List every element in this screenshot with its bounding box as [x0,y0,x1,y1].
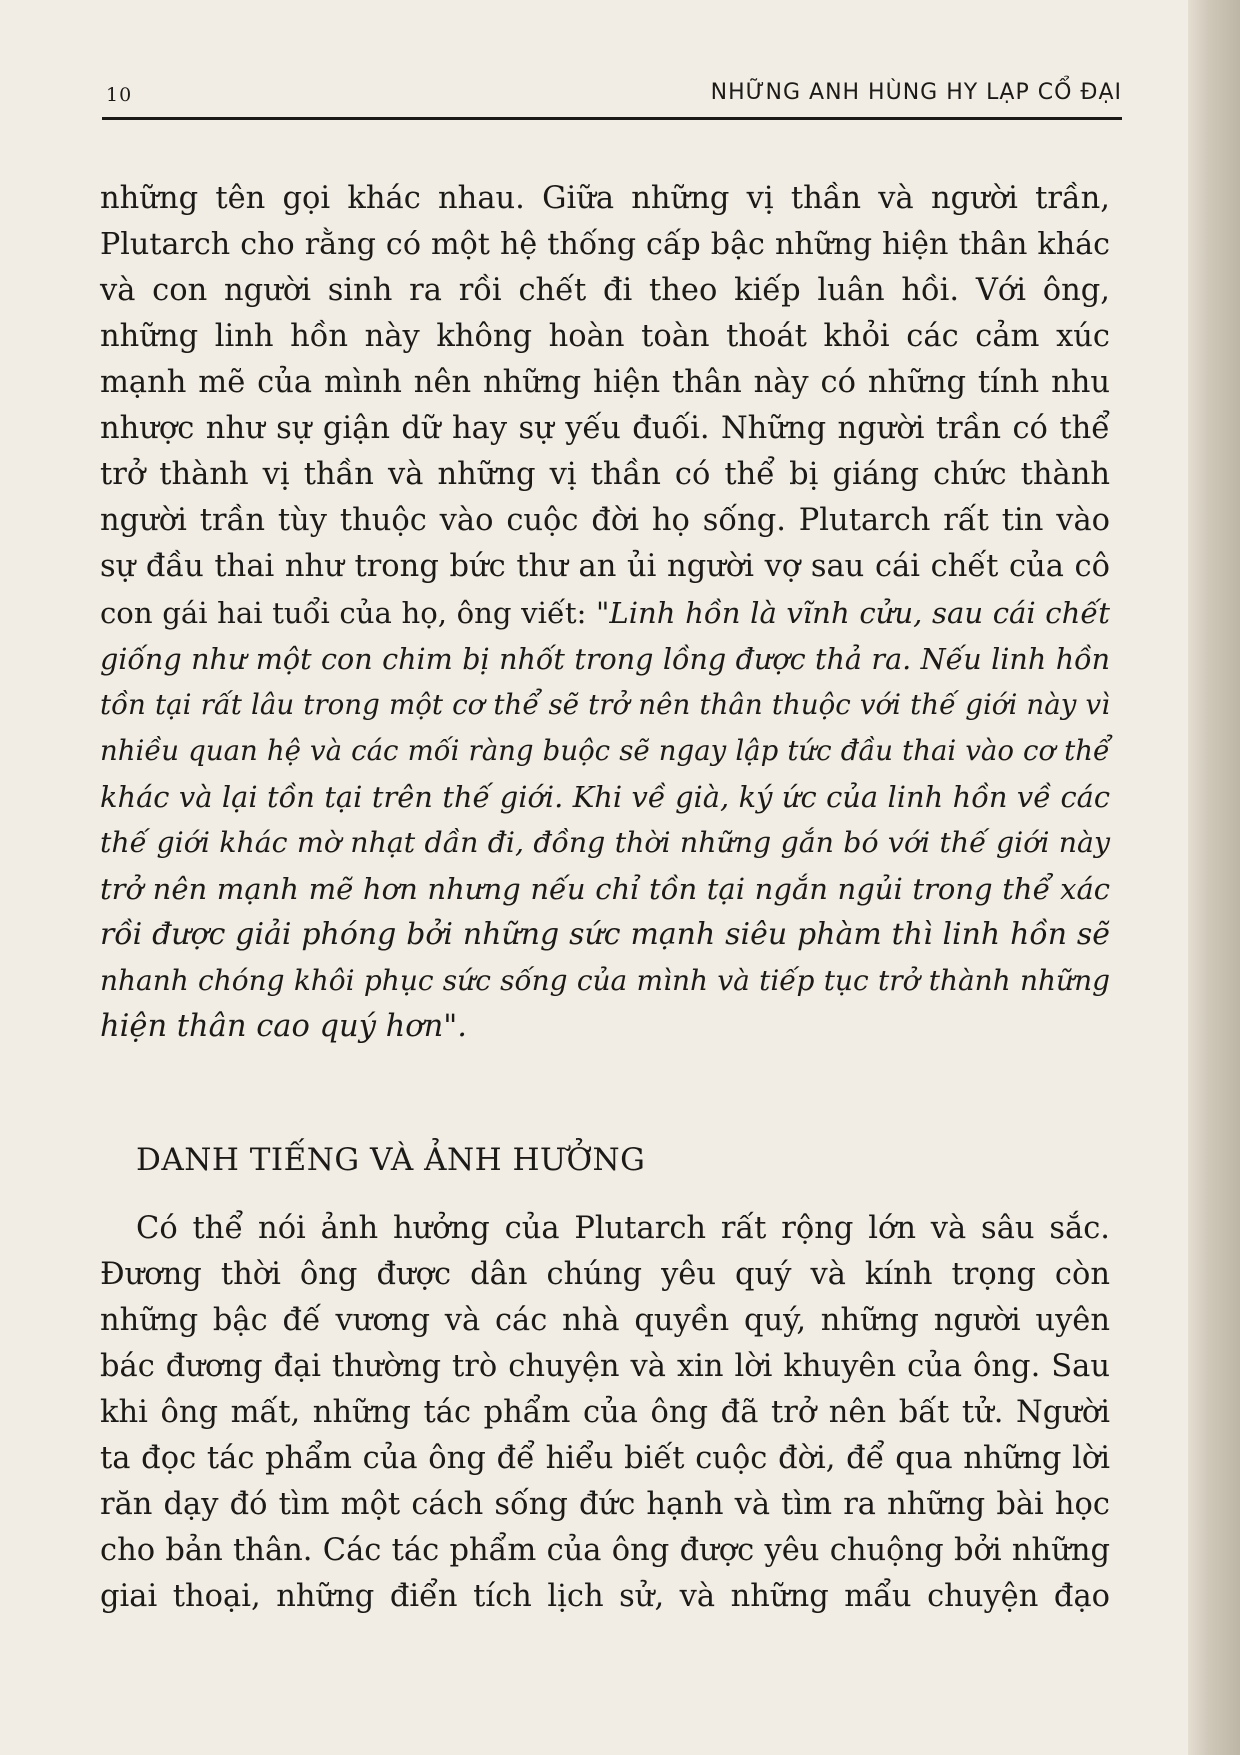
quote-intro: con gái hai tuổi của họ, ông viết: " [100,596,610,630]
text-line: mạnh mẽ của mình nên những hiện thân này có những tính nhu [100,365,1110,400]
text-line: người trần tùy thuộc vào cuộc đời họ sống. Plutarch rất tin vào [100,503,1110,538]
text-line: răn dạy đó tìm một cách sống đức hạnh và tìm ra những bài học [100,1487,1110,1522]
quote-start: Linh hồn là vĩnh cửu, sau cái chết [609,596,1110,630]
text-line: khi ông mất, những tác phẩm của ông đã trở nên bất tử. Người [100,1395,1110,1430]
text-line-first: Có thể nói ảnh hưởng của Plutarch rất rộng lớn và sâu sắc. [136,1211,1110,1246]
section-heading: DANH TIẾNG VÀ ẢNH HƯỞNG [136,1142,646,1178]
quote-line: trở nên mạnh mẽ hơn nhưng nếu chỉ tồn tại ngắn ngủi trong thể xác [100,872,1110,906]
page-edge-shadow [1188,0,1240,1755]
quote-line: nhanh chóng khôi phục sức sống của mình và tiếp tục trở thành những [100,964,1110,997]
book-title-header: NHỮNG ANH HÙNG HY LẠP CỔ ĐẠI [710,80,1122,105]
paragraph-2 [100,1206,1110,1620]
text-line: Đương thời ông được dân chúng yêu quý và kính trọng còn [100,1257,1110,1292]
quote-line: rồi được giải phóng bởi những sức mạnh siêu phàm thì linh hồn sẽ [100,917,1110,952]
quote-line: tồn tại rất lâu trong một cơ thể sẽ trở nên thân thuộc với thế giới này vì [100,688,1110,721]
quote-line: giống như một con chim bị nhốt trong lồng được thả ra. Nếu linh hồn [100,642,1110,676]
text-line: những bậc đế vương và các nhà quyền quý, những người uyên [100,1303,1110,1338]
text-line: và con người sinh ra rồi chết đi theo kiếp luân hồi. Với ông, [100,273,1110,308]
text-line: trở thành vị thần và những vị thần có thể bị giáng chức thành [100,457,1110,492]
page-number: 10 [106,84,133,106]
text-line: những linh hồn này không hoàn toàn thoát khỏi các cảm xúc [100,319,1110,354]
quote-line-last: hiện thân cao quý hơn". [100,1009,467,1044]
paragraph-1 [100,176,1110,1050]
quote-line: nhiều quan hệ và các mối ràng buộc sẽ ngay lập tức đầu thai vào cơ thể [100,734,1110,767]
quote-line: thế giới khác mờ nhạt dần đi, đồng thời những gắn bó với thế giới này [100,826,1110,859]
running-header [106,80,1122,120]
text-line-mixed [100,590,1110,636]
text-line: sự đầu thai như trong bức thư an ủi người vợ sau cái chết của cô [100,549,1110,584]
text-line: cho bản thân. Các tác phẩm của ông được yêu chuộng bởi những [100,1533,1110,1568]
text-line: bác đương đại thường trò chuyện và xin lời khuyên của ông. Sau [100,1349,1110,1384]
text-line: ta đọc tác phẩm của ông để hiểu biết cuộc đời, để qua những lời [100,1441,1110,1476]
text-line: những tên gọi khác nhau. Giữa những vị thần và người trần, [100,181,1110,216]
text-line: Plutarch cho rằng có một hệ thống cấp bậc những hiện thân khác [100,227,1110,262]
header-rule [102,117,1122,120]
quote-line: khác và lại tồn tại trên thế giới. Khi về già, ký ức của linh hồn về các [100,780,1110,814]
text-line: nhược như sự giận dữ hay sự yếu đuối. Những người trần có thể [100,411,1110,446]
text-line: giai thoại, những điển tích lịch sử, và những mẩu chuyện đạo [100,1579,1110,1614]
